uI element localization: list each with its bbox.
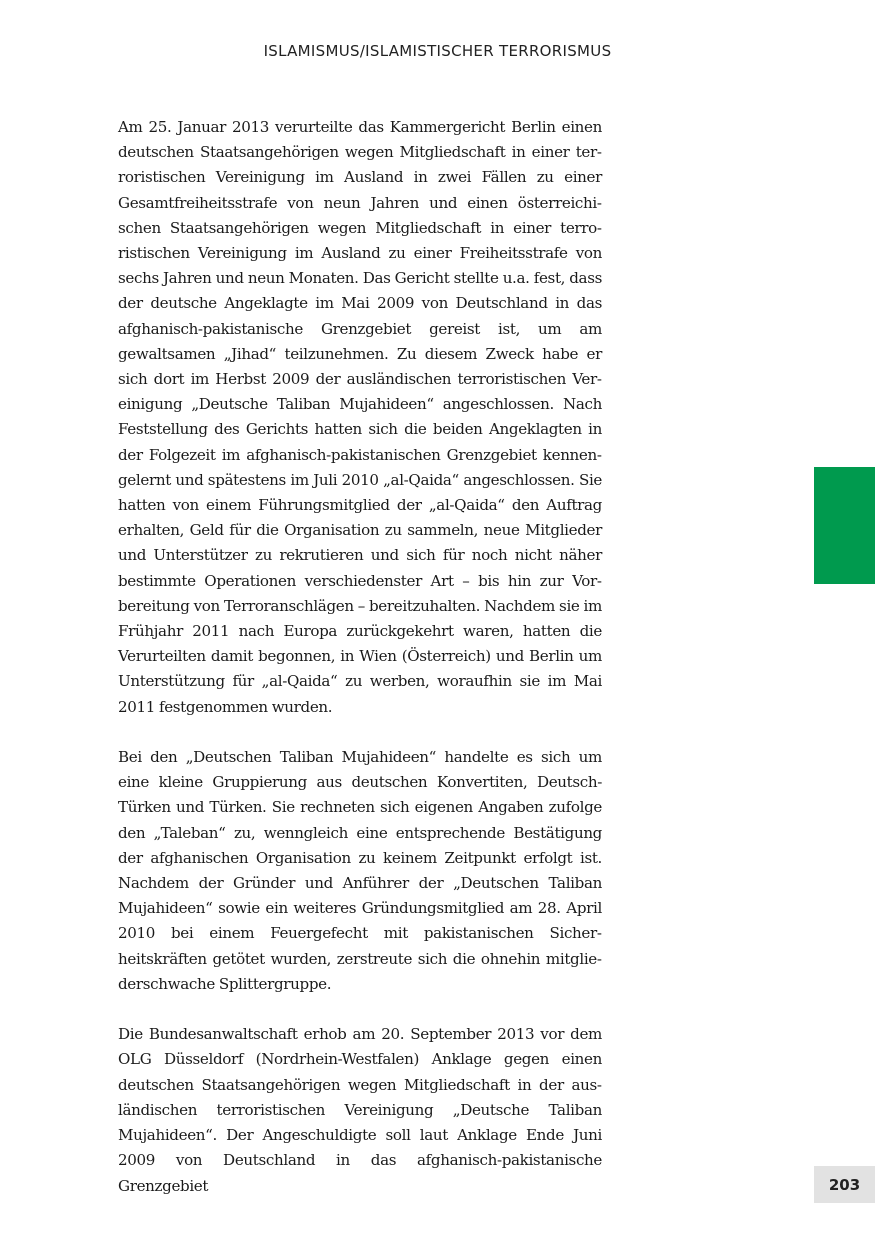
page-number: 203 [814, 1166, 875, 1203]
running-header: ISLAMISMUS/ISLAMISTISCHER TERRORISMUS [263, 42, 612, 60]
paragraph-3: Die Bundesanwaltschaft erhob am 20. September 2013 vor dem OLG Düsseldorf (Nordrhein-Westfalen) Anklage gegen einen deutschen Staatsangehörigen wegen Mitgliedschaft in der ausländischen terroristischen Vereinigung „Deutsche Taliban Mujahideen“. Der Angeschuldigte soll laut Anklage Ende Juni 2009 von Deutschland in das afghanisch-pakistanische Grenzgebiet [118, 1025, 602, 1195]
paragraph-1: Am 25. Januar 2013 verurteilte das Kammergericht Berlin einen deutschen Staatsangehörigen wegen Mitgliedschaft in einer terroristischen Vereinigung im Ausland in zwei Fällen zu einer Gesamtfreiheitsstrafe von neun Jahren und einen österreichischen Staatsangehörigen wegen Mitgliedschaft in einer terroristischen Vereinigung im Ausland zu einer Freiheitsstrafe von sechs Jahren und neun Monaten. Das Gericht stellte u.a. fest, dass der deutsche Angeklagte im Mai 2009 von Deutschland in das afghanisch-pakistanische Grenzgebiet gereist ist, um am gewaltsamen „Jihad“ teilzunehmen. Zu diesem Zweck habe er sich dort im Herbst 2009 der ausländischen terroristischen Vereinigung „Deutsche Taliban Mujahideen“ angeschlossen. Nach Feststellung des Gerichts hatten sich die beiden Angeklagten in der Folgezeit im afghanisch-pakistanischen Grenzgebiet kennengelernt und spätestens im Juli 2010 „al-Qaida“ angeschlossen. Sie hatten von einem Führungsmitglied der „al-Qaida“ den Auftrag erhalten, Geld für die Organisation zu sammeln, neue Mitglieder und Unterstützer zu rekrutieren und sich für noch nicht näher bestimmte Operationen verschiedenster Art – bis hin zur Vorbereitung von Terroranschlägen – bereitzuhalten. Nachdem sie im Frühjahr 2011 nach Europa zurückgekehrt waren, hatten die Verurteilten damit begonnen, in Wien (Österreich) und Berlin um Unterstützung für „al-Qaida“ zu werben, woraufhin sie im Mai 2011 festgenommen wurden. [118, 118, 602, 716]
body-text [118, 115, 602, 1224]
section-tab-marker [814, 467, 875, 584]
paragraph-2: Bei den „Deutschen Taliban Mujahideen“ handelte es sich um eine kleine Gruppierung aus deutschen Konvertiten, Deutsch-Türken und Türken. Sie rechneten sich eigenen Angaben zufolge den „Taleban“ zu, wenngleich eine entsprechende Bestätigung der afghanischen Organisation zu keinem Zeitpunkt erfolgt ist. Nachdem der Gründer und Anführer der „Deutschen Taliban Mujahideen“ sowie ein weiteres Gründungsmitglied am 28. April 2010 bei einem Feuergefecht mit pakistanischen Sicherheitskräften getötet wurden, zerstreute sich die ohnehin mitgliederschwache Splittergruppe. [118, 748, 602, 993]
